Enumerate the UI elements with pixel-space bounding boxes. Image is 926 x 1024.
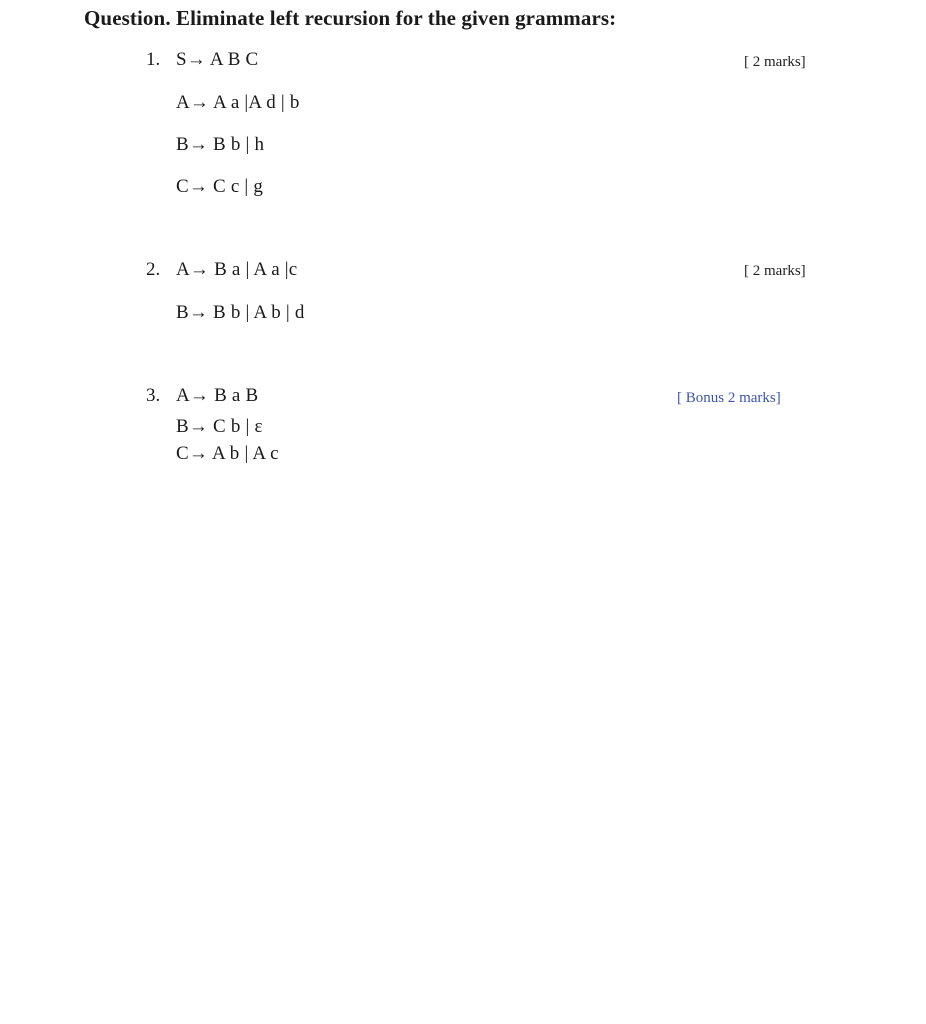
question-3-rule-2: B→ C b | ε — [176, 416, 263, 437]
question-1-rule-3: B→ B b | h — [176, 134, 265, 155]
question-3-number: 3. — [146, 385, 161, 406]
question-1-number: 1. — [146, 49, 161, 70]
question-2-number: 2. — [146, 259, 161, 280]
question-2-marks: [ 2 marks] — [744, 263, 806, 279]
question-3-marks: [ Bonus 2 marks] — [677, 390, 781, 406]
question-1-rule-1: S→ A B C — [176, 49, 259, 70]
question-2-rule-1: A→ B a | A a |c — [176, 259, 298, 280]
question-1-rule-4: C→ C c | g — [176, 176, 264, 197]
question-3-rule-3: C→ A b | A c — [176, 443, 279, 464]
question-1-rule-2: A→ A a |A d | b — [176, 92, 300, 113]
question-heading: Question. Eliminate left recursion for the given grammars: — [84, 6, 617, 30]
question-1-marks: [ 2 marks] — [744, 54, 806, 70]
question-3-rule-1: A→ B a B — [176, 385, 259, 406]
question-2-rule-2: B→ B b | A b | d — [176, 302, 305, 323]
